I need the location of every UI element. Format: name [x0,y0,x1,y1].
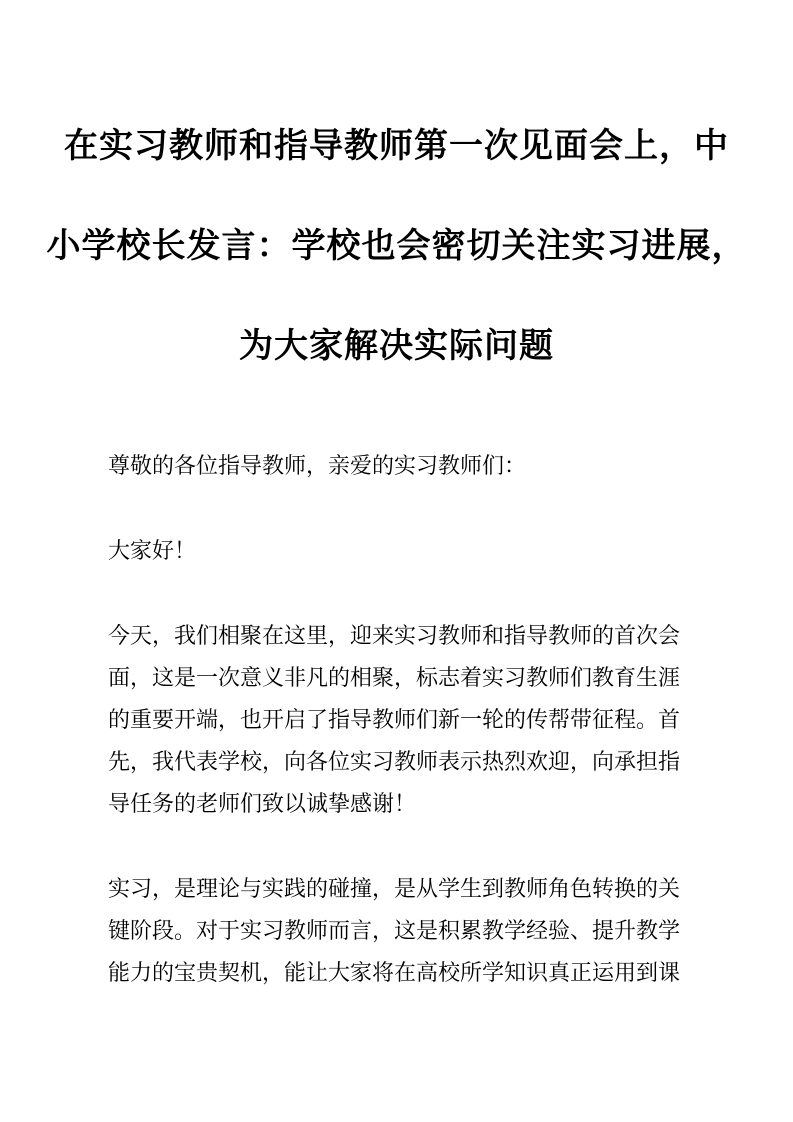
body-line: 能力的宝贵契机，能让大家将在高校所学知识真正运用到课 [108,960,681,985]
body-line: 实习，是理论与实践的碰撞，是从学生到教师角色转换的关 [108,876,681,901]
document-body [108,445,693,994]
body-line: 的重要开端，也开启了指导教师们新一轮的传帮带征程。首 [108,707,681,732]
body-line: 键阶段。对于实习教师而言，这是积累教学经验、提升教学 [108,918,681,943]
body-paragraph [108,868,693,994]
body-line: 面，这是一次意义非凡的相聚，标志着实习教师们教育生涯 [108,665,681,690]
greeting-paragraph [108,530,693,572]
body-line: 今天，我们相聚在这里，迎来实习教师和指导教师的首次会 [108,623,681,648]
title-line: 小学校长发言：学校也会密切关注实习进展， [46,227,747,265]
title-line: 为大家解决实际问题 [239,327,554,365]
title-line: 在实习教师和指导教师第一次见面会上，中 [64,127,729,165]
body-line: 尊敬的各位指导教师，亲爱的实习教师们： [108,453,527,478]
body-paragraph [108,615,693,825]
body-line: 大家好！ [108,538,197,563]
document-title [0,96,793,396]
body-line: 导任务的老师们致以诚挚感谢！ [108,791,417,816]
salutation-paragraph [108,445,693,487]
body-line: 先，我代表学校，向各位实习教师表示热烈欢迎，向承担指 [108,749,681,774]
